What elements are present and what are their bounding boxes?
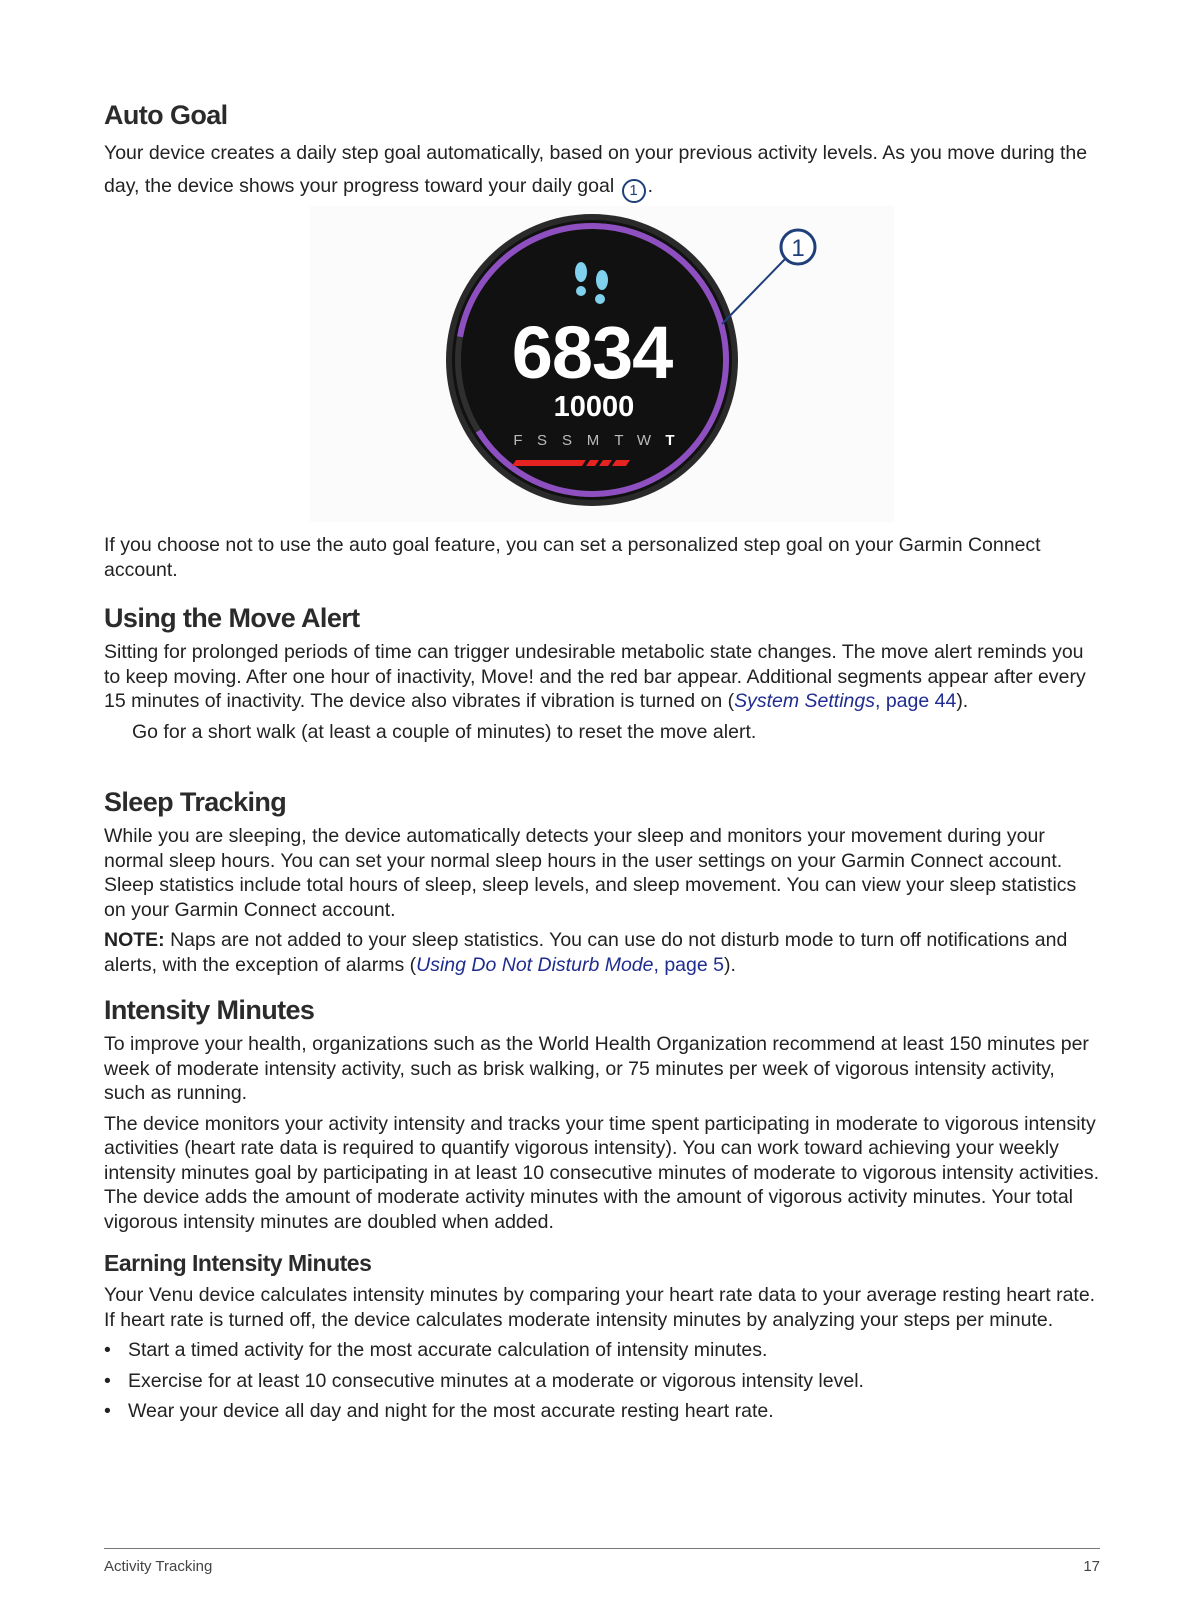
intensity-paragraph-1: To improve your health, organizations such as the World Health Organization recommend at least 150 minutes per week of moderate intensity activity, such as brisk walking, or 75 minutes per week of vigorous intensity activity, such as running. xyxy=(104,1033,1089,1104)
day-label-today: T xyxy=(665,432,675,449)
intensity-heading: Intensity Minutes xyxy=(104,995,315,1025)
step-count: 6834 xyxy=(511,311,673,394)
sleep-heading: Sleep Tracking xyxy=(104,787,287,817)
earning-heading: Earning Intensity Minutes xyxy=(104,1250,372,1276)
move-alert-close: ). xyxy=(956,690,969,712)
bullet-text: Wear your device all day and night for the most accurate resting heart rate. xyxy=(128,1400,774,1422)
earning-paragraph: Your Venu device calculates intensity minutes by comparing your heart rate data to your average resting heart rate. If heart rate is turned off, the device calculates moderate intensity minutes by analyzing your steps per minute. xyxy=(104,1284,1096,1331)
note-close: ). xyxy=(723,953,736,976)
auto-goal-text: Your device creates a daily step goal automatically, based on your previous activity levels. As you move during the day, the device shows your progress toward your daily goal xyxy=(104,142,1088,197)
intensity-paragraph-2: The device monitors your activity intensity and tracks your time spent participating in moderate to vigorous intensity activities (heart rate data is required to quantify vigorous intensity). You can work toward achieving your weekly intensity minutes goal by participating in at least 10 consecutive minutes of moderate to vigorous intensity activities. The device adds the amount of moderate activity minutes with the amount of vigorous activity minutes. Your total vigorous intensity minutes are doubled when added. xyxy=(104,1112,1100,1233)
intensity-section xyxy=(104,995,1100,1234)
auto-goal-period: . xyxy=(647,175,653,197)
move-alert-section xyxy=(104,603,1100,744)
dnd-page-link[interactable]: , page 5 xyxy=(653,953,724,976)
move-alert-heading: Using the Move Alert xyxy=(104,603,360,633)
list-item xyxy=(104,1399,1100,1424)
footer-section-name: Activity Tracking xyxy=(104,1558,213,1575)
note-label: NOTE: xyxy=(104,929,165,951)
step-goal: 10000 xyxy=(553,391,635,423)
watch-figure xyxy=(310,206,894,522)
bullet-text: Exercise for at least 10 consecutive minutes at a moderate or vigorous intensity level. xyxy=(128,1369,864,1392)
auto-goal-section xyxy=(104,100,1100,203)
move-bar-segment xyxy=(512,460,586,466)
day-label: F xyxy=(513,432,523,449)
bullet-marker: • xyxy=(104,1369,111,1392)
day-label: W xyxy=(636,432,652,449)
system-settings-link[interactable]: System Settings xyxy=(734,690,875,712)
earning-bullets xyxy=(104,1338,1100,1424)
callout-leader-line xyxy=(722,258,786,324)
day-label: S xyxy=(536,432,548,449)
bullet-text: Start a timed activity for the most accurate calculation of intensity minutes. xyxy=(128,1339,768,1361)
bullet-marker: • xyxy=(104,1400,111,1422)
bullet-marker: • xyxy=(104,1339,111,1361)
day-label: S xyxy=(561,432,573,449)
auto-goal-note: If you choose not to use the auto goal feature, you can set a personalized step goal on your Garmin Connect account. xyxy=(104,534,1041,581)
sleep-section xyxy=(104,787,1100,977)
day-label: T xyxy=(614,432,624,449)
move-alert-instruction: Go for a short walk (at least a couple of minutes) to reset the move alert. xyxy=(132,720,757,743)
move-alert-text: Sitting for prolonged periods of time can trigger undesirable metabolic state changes. The move alert reminds you to keep moving. After one hour of inactivity, Move! and the red bar appear. Additional segments appear after every 15 minutes of inactivity. The device also vibrates if vibration is turned on ( xyxy=(104,641,1086,712)
footer-page-number: 17 xyxy=(1083,1558,1100,1575)
callout-1-label: 1 xyxy=(791,235,805,262)
watch-illustration xyxy=(310,206,894,522)
auto-goal-note-block xyxy=(104,533,1100,582)
move-alert-paragraph xyxy=(104,640,1100,714)
earning-section xyxy=(104,1250,1100,1430)
footer-divider xyxy=(104,1548,1100,1549)
auto-goal-heading: Auto Goal xyxy=(104,100,228,130)
dnd-link[interactable]: Using Do Not Disturb Mode xyxy=(416,953,654,976)
sleep-paragraph: While you are sleeping, the device automatically detects your sleep and monitors your movement during your normal sleep hours. You can set your normal sleep hours in the user settings on your Garmin Connect account. Sleep statistics include total hours of sleep, sleep levels, and sleep movement. You can view your sleep statistics on your Garmin Connect account. xyxy=(104,825,1077,921)
auto-goal-paragraph xyxy=(104,137,1100,203)
day-label: M xyxy=(586,432,600,449)
list-item xyxy=(104,1338,1100,1363)
sleep-note xyxy=(104,928,1100,977)
callout-1-inline: 1 xyxy=(622,179,646,203)
weekday-row xyxy=(513,432,674,449)
system-settings-page-link[interactable]: , page 44 xyxy=(874,690,957,712)
list-item xyxy=(104,1369,1100,1394)
note-text: Naps are not added to your sleep statistics. You can use do not disturb mode to turn off notifications and alerts, with the exception of alarms ( xyxy=(104,929,1068,976)
